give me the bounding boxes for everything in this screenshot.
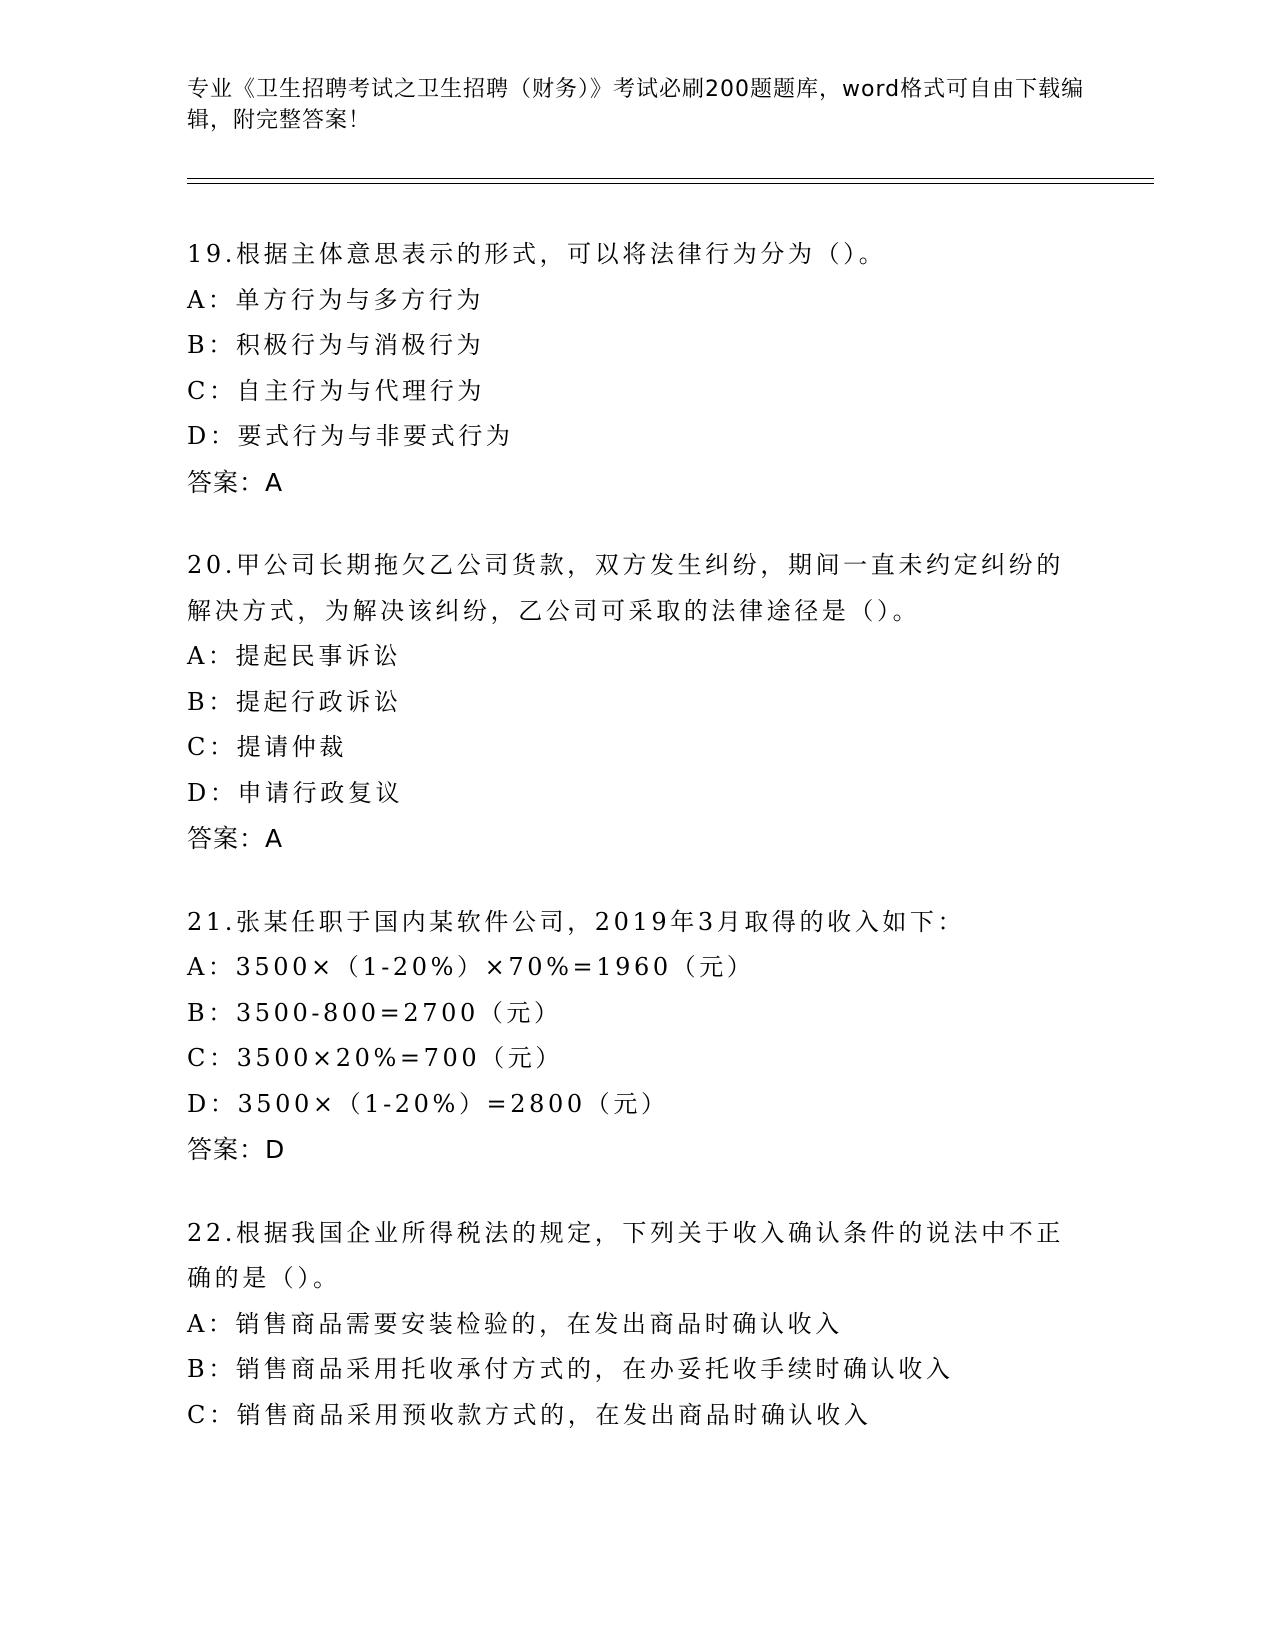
question-21 — [187, 900, 1087, 1173]
question-stem: 19.根据主体意思表示的形式，可以将法律行为分为（）。 — [187, 240, 887, 268]
option-a: A：销售商品需要安装检验的，在发出商品时确认收入 — [187, 1309, 843, 1338]
option-d: D：要式行为与非要式行为 — [187, 422, 514, 450]
option-c: C：自主行为与代理行为 — [187, 376, 485, 405]
question-stem: 21.张某任职于国内某软件公司，2019年3月取得的收入如下： — [187, 907, 966, 936]
answer: 答案：A — [187, 824, 284, 853]
question-list — [187, 232, 1087, 1476]
question-stem: 20.甲公司长期拖欠乙公司货款，双方发生纠纷，期间一直未约定纠纷的解决方式，为解决该纠纷，乙公司可采取的法律途径是（）。 — [187, 551, 1064, 625]
option-d: D：申请行政复议 — [187, 778, 404, 807]
question-22 — [187, 1211, 1087, 1439]
question-stem: 22.根据我国企业所得税法的规定，下列关于收入确认条件的说法中不正确的是（）。 — [187, 1218, 1064, 1292]
answer: 答案：D — [187, 1135, 286, 1164]
document-intro: 专业《卫生招聘考试之卫生招聘（财务）》考试必刷200题题库，word格式可自由下载编辑，附完整答案！ — [187, 77, 1085, 133]
header-divider-bottom — [187, 183, 1154, 184]
option-a: A：单方行为与多方行为 — [187, 285, 484, 314]
question-19 — [187, 232, 1087, 505]
option-b: B：3500-800=2700（元） — [187, 998, 562, 1027]
option-b: B：积极行为与消极行为 — [187, 331, 485, 359]
option-b: B：销售商品采用托收承付方式的，在办妥托收手续时确认收入 — [187, 1355, 954, 1383]
option-a: A：3500×（1-20%）×70%=1960（元） — [187, 953, 755, 981]
option-b: B：提起行政诉讼 — [187, 687, 402, 716]
question-20 — [187, 543, 1087, 862]
header-divider-top — [187, 178, 1154, 179]
option-c: C：销售商品采用预收款方式的，在发出商品时确认收入 — [187, 1400, 872, 1429]
option-c: C：3500×20%=700（元） — [187, 1044, 564, 1072]
option-d: D：3500×（1-20%）=2800（元） — [187, 1089, 669, 1118]
option-a: A：提起民事诉讼 — [187, 642, 402, 670]
answer: 答案：A — [187, 467, 284, 497]
option-c: C：提请仲裁 — [187, 733, 347, 761]
